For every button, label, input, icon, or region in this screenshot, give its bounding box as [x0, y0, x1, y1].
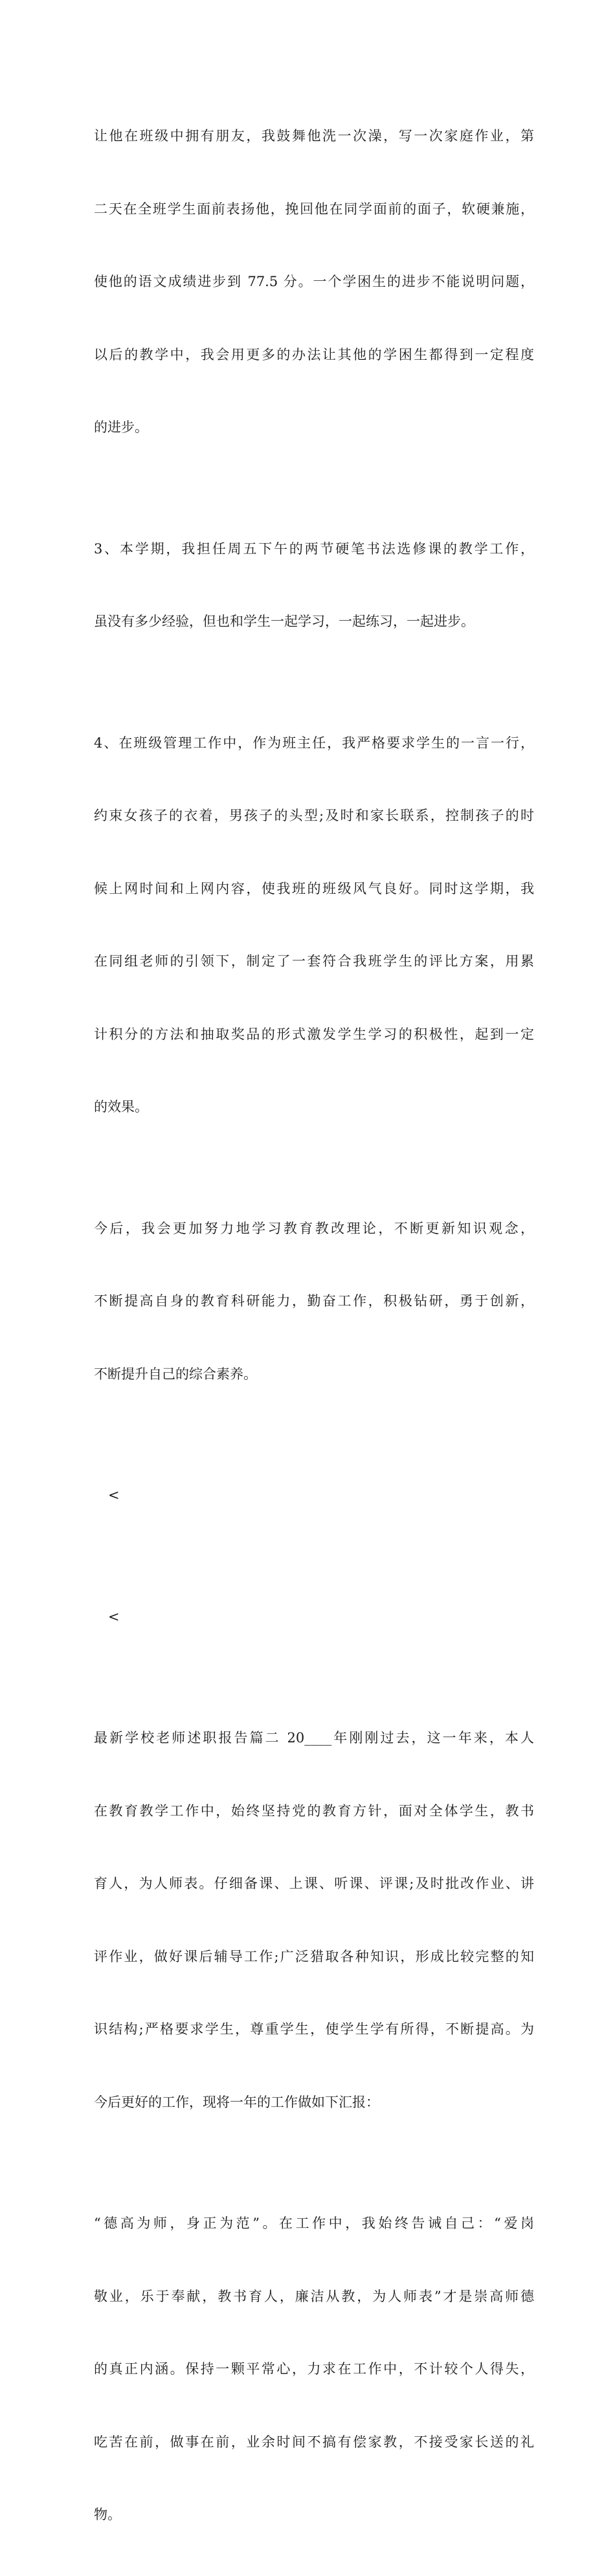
text-line: 以后的教学中，我会用更多的办法让其他的学困生都得到一定程度	[94, 346, 534, 362]
text-line: <	[108, 1487, 120, 1503]
text-line: 虽没有多少经验，但也和学生一起学习，一起练习，一起进步。	[94, 614, 475, 629]
text-line: 4、在班级管理工作中，作为班主任，我严格要求学生的一言一行，	[94, 735, 534, 751]
text-line: <	[108, 1608, 120, 1625]
text-line: 的进步。	[94, 419, 148, 435]
paragraph-report-two-intro	[94, 1678, 534, 2163]
text-line: 物。	[94, 2507, 121, 2522]
text-line: “德高为师，身正为范”。在工作中，我始终告诫自己：“爱岗	[94, 2215, 534, 2231]
text-line: 今后，我会更加努力地学习教育教改理论，不断更新知识观念，	[94, 1220, 534, 1236]
paragraph-teacher-ethics	[94, 2163, 534, 2576]
text-line: 今后更好的工作，现将一年的工作做如下汇报：	[94, 2094, 379, 2110]
text-line: 不断提升自己的综合素养。	[94, 1366, 257, 1382]
text-line: 吃苦在前，做事在前，业余时间不搞有偿家教，不接受家长送的礼	[94, 2434, 534, 2450]
text-line: 3、本学期，我担任周五下午的两节硬笔书法选修课的教学工作，	[94, 540, 534, 557]
paragraph-future-plan	[94, 1168, 534, 1436]
text-line: 二天在全班学生面前表扬他，挽回他在同学面前的面子，软硬兼施，	[94, 201, 534, 217]
paragraph-class-management	[94, 683, 534, 1168]
text-line: 约束女孩子的衣着，男孩子的头型;及时和家长联系，控制孩子的时	[94, 808, 534, 823]
text-line: 候上网时间和上网内容，使我班的班级风气良好。同时这学期，我	[94, 880, 534, 896]
text-line: 不断提高自身的教育科研能力，勤奋工作，积极钻研，勇于创新，	[94, 1293, 534, 1309]
text-line: 评作业，做好课后辅导工作;广泛猎取各种知识，形成比较完整的知	[94, 1948, 534, 1964]
text-line: 敬业，乐于奉献，教书育人，廉洁从教，为人师表”才是崇高师德	[94, 2288, 534, 2304]
text-line: 在同组老师的引领下，制定了一套符合我班学生的评比方案，用累	[94, 953, 534, 969]
paragraph-calligraphy	[94, 489, 534, 683]
text-line: 识结构;严格要求学生，尊重学生，使学生学有所得，不断提高。为	[94, 2021, 534, 2037]
text-line: 最新学校老师述职报告篇二 20____年刚刚过去，这一年来，本人	[94, 1730, 534, 1746]
text-line: 使他的语文成绩进步到 77.5 分。一个学困生的进步不能说明问题，	[94, 274, 534, 289]
document-body	[94, 76, 534, 2576]
paragraph-student-progress	[94, 76, 534, 489]
text-line: 让他在班级中拥有朋友，我鼓舞他洗一次澡，写一次家庭作业，第	[94, 128, 534, 144]
text-line: 的真正内涵。保持一颗平常心，力求在工作中，不计较个人得失，	[94, 2361, 534, 2377]
text-line: 的效果。	[94, 1099, 148, 1115]
paragraph-separator-1	[94, 1435, 534, 1557]
text-line: 在教育教学工作中，始终坚持党的教育方针，面对全体学生，教书	[94, 1803, 534, 1819]
paragraph-separator-2	[94, 1557, 534, 1678]
text-line: 育人，为人师表。仔细备课、上课、听课、评课;及时批改作业、讲	[94, 1876, 534, 1891]
text-line: 计积分的方法和抽取奖品的形式激发学生学习的积极性，起到一定	[94, 1026, 534, 1042]
